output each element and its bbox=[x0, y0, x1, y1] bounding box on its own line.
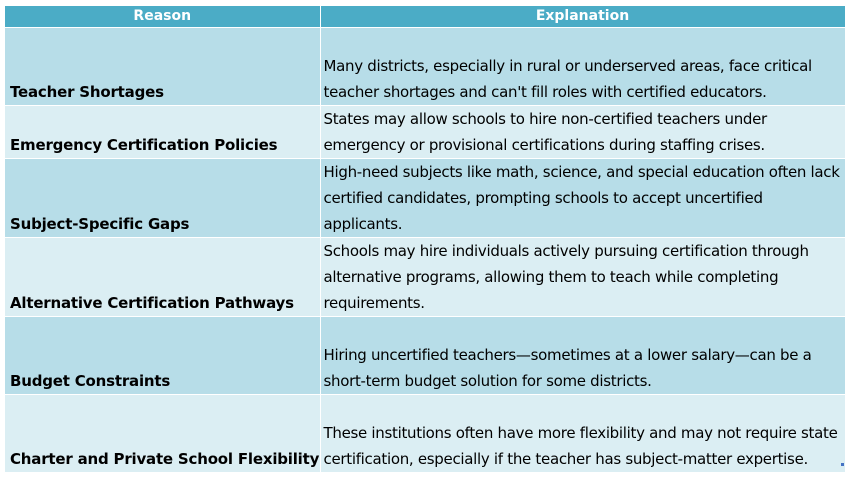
reason-cell[interactable]: Teacher Shortages bbox=[5, 28, 320, 106]
reason-cell[interactable]: Budget Constraints bbox=[5, 317, 320, 395]
reason-column-header[interactable]: Reason bbox=[5, 6, 320, 28]
table-row bbox=[5, 28, 845, 106]
table-row bbox=[5, 238, 845, 317]
reasons-table bbox=[5, 6, 846, 473]
explanation-cell[interactable]: Hiring uncertified teachers—sometimes at a lower salary—can be a short-term budget solution for some districts. bbox=[320, 317, 845, 395]
explanation-column-header[interactable]: Explanation bbox=[320, 6, 845, 28]
table-row bbox=[5, 317, 845, 395]
explanation-cell[interactable]: These institutions often have more flexibility and may not require state certification, especially if the teacher has subject-matter expertise. bbox=[320, 395, 845, 473]
explanation-cell[interactable]: Schools may hire individuals actively pursuing certification through alternative programs, allowing them to teach while completing requirements. bbox=[320, 238, 845, 317]
explanation-cell[interactable]: High-need subjects like math, science, and special education often lack certified candidates, prompting schools to accept uncertified applicants. bbox=[320, 159, 845, 238]
reason-cell[interactable]: Alternative Certification Pathways bbox=[5, 238, 320, 317]
table-resize-handle[interactable] bbox=[841, 463, 844, 466]
reason-cell[interactable]: Emergency Certification Policies bbox=[5, 106, 320, 159]
reason-cell[interactable]: Subject-Specific Gaps bbox=[5, 159, 320, 238]
table-row bbox=[5, 395, 845, 473]
table-row bbox=[5, 106, 845, 159]
explanation-cell[interactable]: Many districts, especially in rural or underserved areas, face critical teacher shortages and can't fill roles with certified educators. bbox=[320, 28, 845, 106]
table-row bbox=[5, 159, 845, 238]
explanation-cell[interactable]: States may allow schools to hire non-certified teachers under emergency or provisional certifications during staffing crises. bbox=[320, 106, 845, 159]
reason-cell[interactable]: Charter and Private School Flexibility bbox=[5, 395, 320, 473]
table-header-row bbox=[5, 6, 845, 28]
